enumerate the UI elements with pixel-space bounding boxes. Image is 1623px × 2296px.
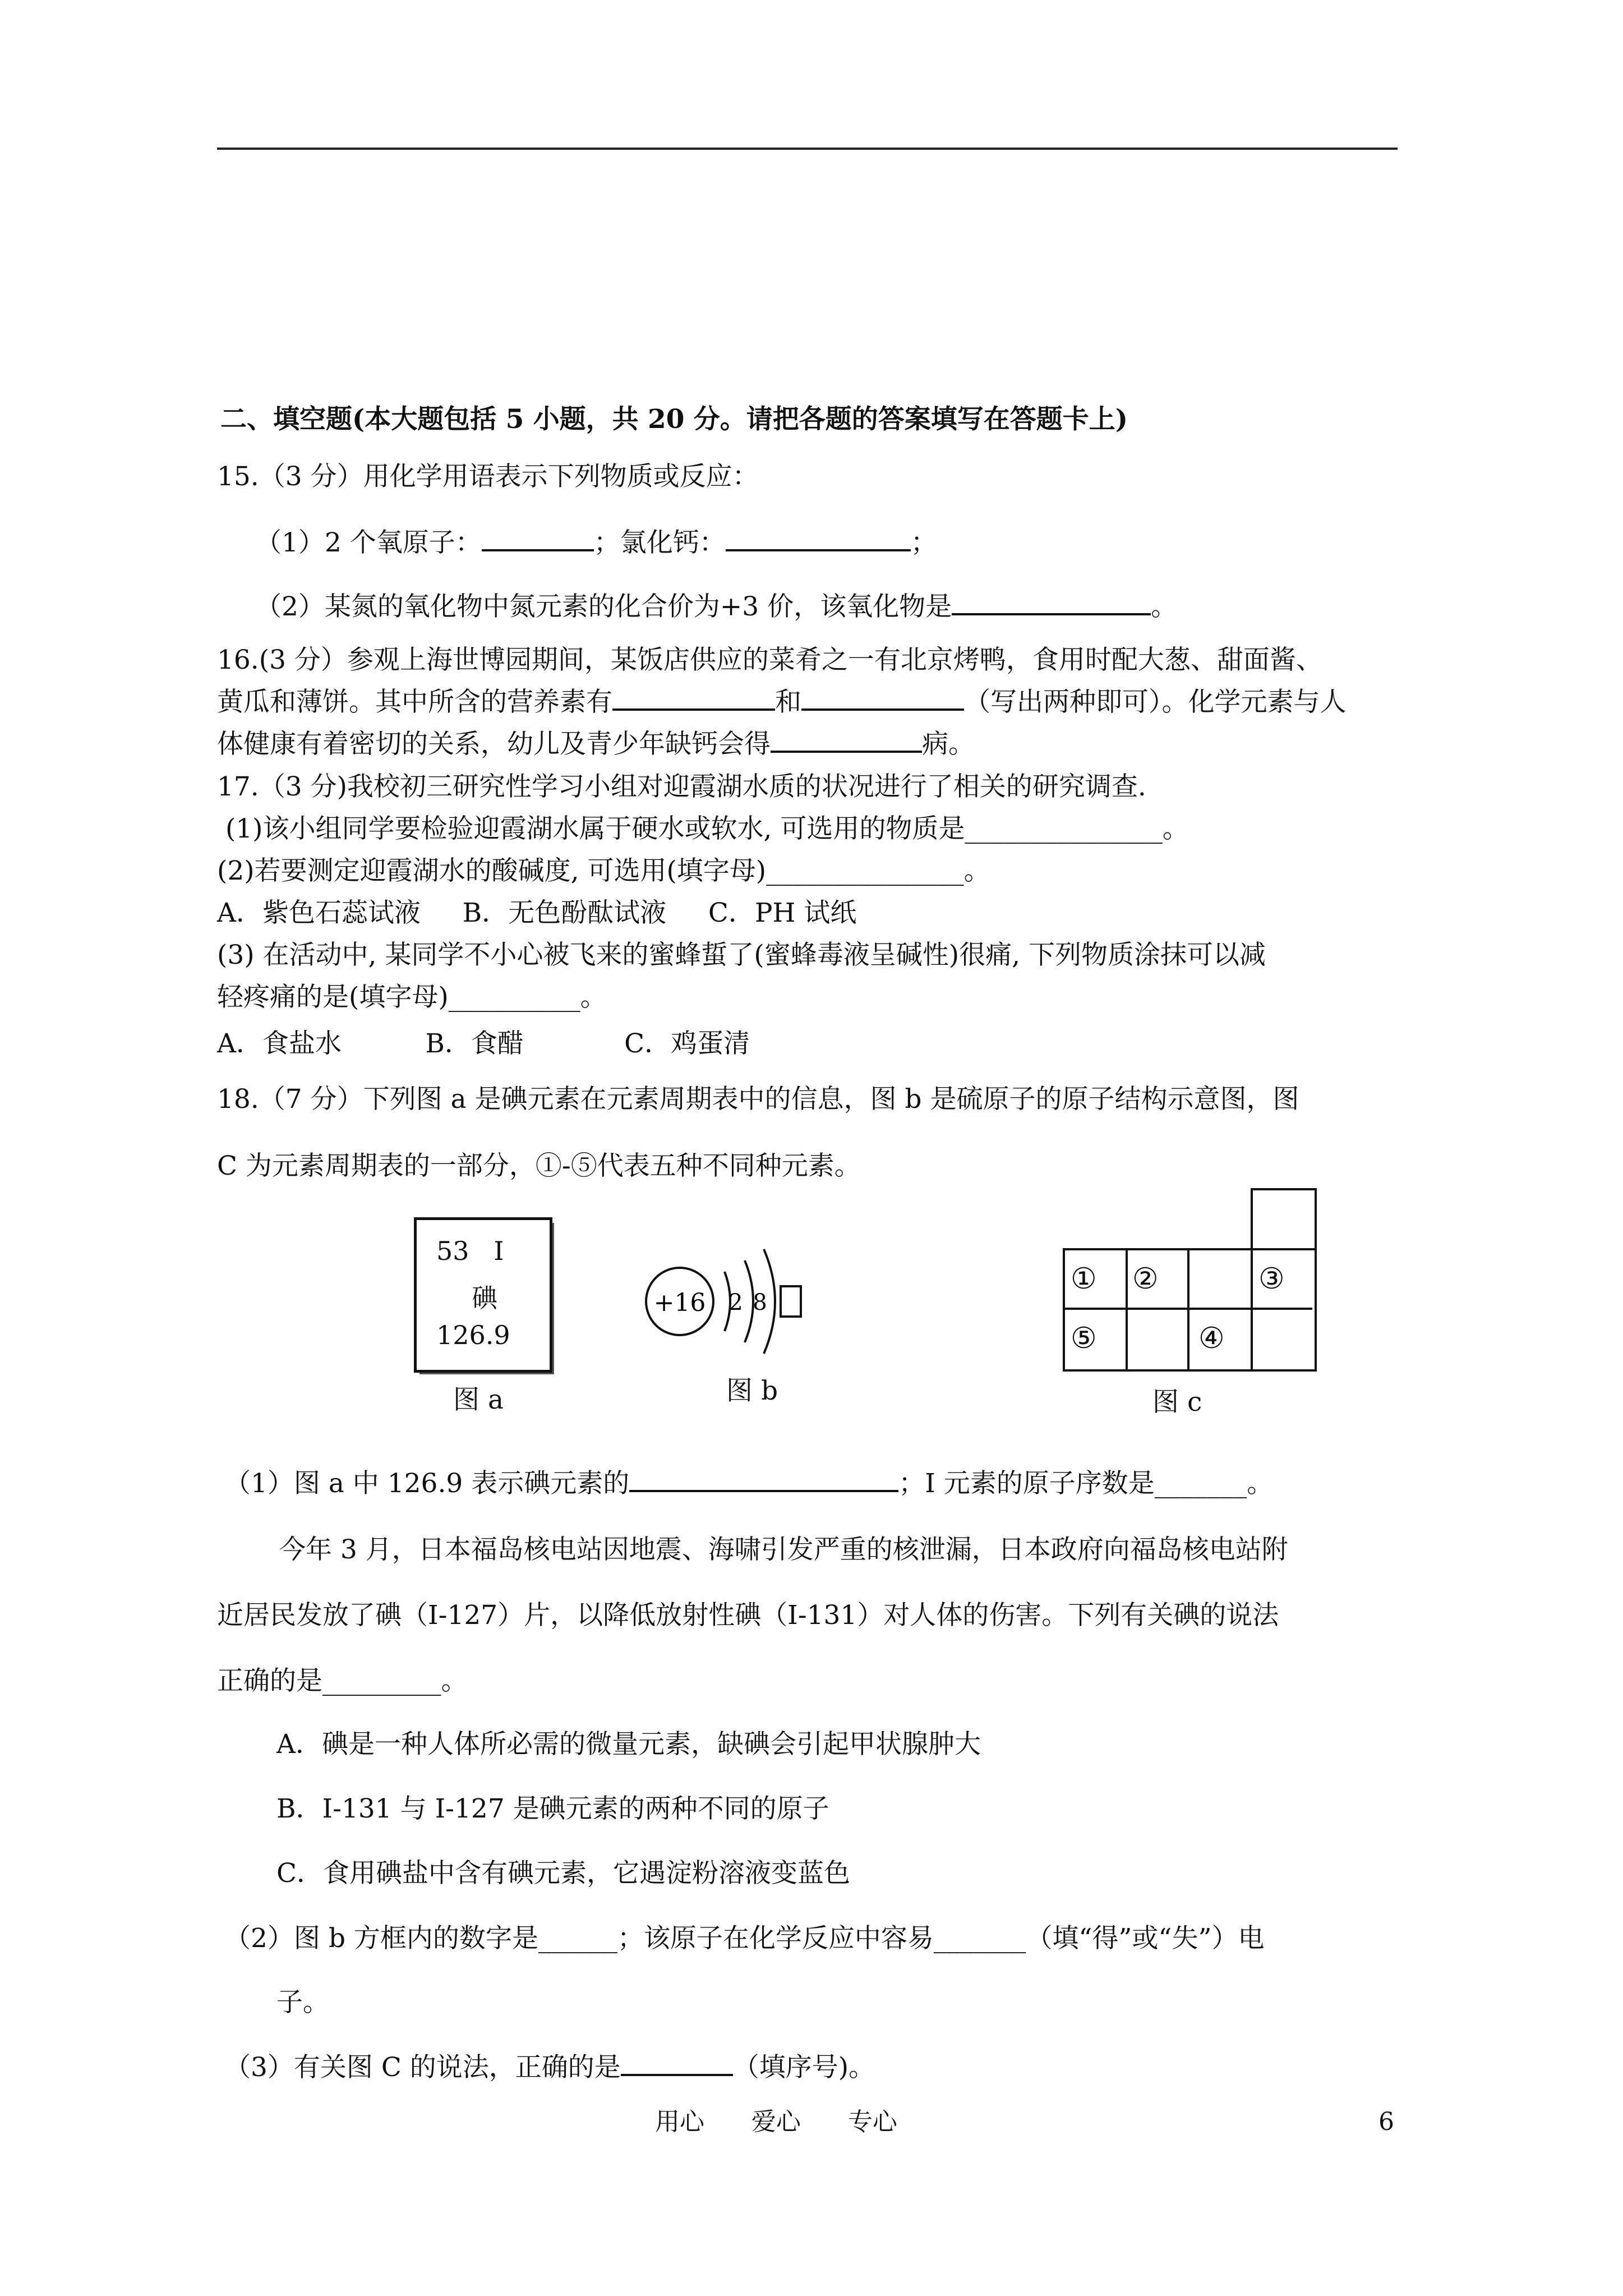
answer-blank[interactable] — [726, 527, 911, 551]
atomic-number: 53 — [436, 1236, 469, 1266]
q18-paragraph-line3: 正确的是_________。 — [217, 1665, 468, 1696]
element-name: 碘 — [472, 1283, 497, 1313]
outer-shell-box — [781, 1286, 801, 1317]
q18-part2: （2）图 b 方框内的数字是______；该原子在化学反应中容易_______（填“得”或“失”）电 — [224, 1923, 1265, 1954]
q17-part3-line1: (3) 在活动中, 某同学不小心被飞来的蜜蜂蜇了(蜜蜂毒液呈碱性)很痛, 下列物质涂抹可以减 — [217, 940, 1266, 970]
answer-blank[interactable] — [482, 527, 594, 551]
figure-b-caption: 图 b — [726, 1375, 778, 1406]
q17-options2: A．食盐水 B．食醋 C．鸡蛋清 — [217, 1028, 750, 1059]
cell-4: ④ — [1198, 1322, 1225, 1355]
shell1-electrons: 2 — [728, 1290, 743, 1315]
q15-stem: 15.（3 分）用化学用语表示下列物质或反应： — [217, 461, 759, 492]
figure-b-atom-diagram — [639, 1231, 813, 1372]
q18-option-b: B．I-131 与 I-127 是碘元素的两种不同的原子 — [276, 1793, 829, 1824]
q17-options1: A．紫色石蕊试液 B．无色酚酞试液 C．PH 试纸 — [217, 898, 857, 928]
q15-part1: （1）2 个氧原子： ；氯化钙： ； — [255, 527, 937, 558]
answer-blank[interactable] — [771, 728, 922, 753]
q15-part2: （2）某氮的氧化物中氮元素的化合价为+3 价，该氧化物是 。 — [255, 591, 1178, 622]
nucleus-charge: +16 — [653, 1289, 706, 1317]
q17-stem: 17.（3 分)我校初三研究性学习小组对迎霞湖水质的状况进行了相关的研究调查. — [217, 771, 1146, 802]
shell2-electrons: 8 — [753, 1290, 767, 1315]
electron-shell-2 — [745, 1260, 753, 1342]
q18-part1: （1）图 a 中 126.9 表示碘元素的 ；I 元素的原子序数是_______。 — [224, 1468, 1274, 1499]
answer-blank[interactable] — [801, 686, 964, 711]
cell-3: ③ — [1258, 1262, 1285, 1296]
element-symbol: I — [494, 1236, 504, 1266]
atomic-mass: 126.9 — [436, 1320, 510, 1350]
footer-motto: 用心 爱心 专心 — [655, 2108, 897, 2136]
page-number: 6 — [1378, 2108, 1394, 2136]
header-rule — [217, 148, 1398, 150]
q16-line3: 体健康有着密切的关系，幼儿及青少年缺钙会得 病。 — [217, 729, 975, 760]
figure-c-periodic-grid — [1063, 1188, 1318, 1373]
cell-1: ① — [1071, 1262, 1097, 1296]
q17-part2: (2)若要测定迎霞湖水的酸碱度, 可选用(填字母)_______________。 — [217, 855, 990, 886]
q16-line2: 黄瓜和薄饼。其中所含的营养素有 和 （写出两种即可）。化学元素与人 — [217, 687, 1347, 717]
q18-line1: 18.（7 分）下列图 a 是碘元素在元素周期表中的信息，图 b 是硫原子的原子结构示意图，图 — [217, 1084, 1299, 1115]
answer-blank[interactable] — [621, 2051, 733, 2076]
answer-blank[interactable] — [612, 686, 775, 711]
answer-blank[interactable] — [952, 591, 1151, 615]
answer-blank[interactable] — [629, 1467, 898, 1492]
q18-part3: （3）有关图 C 的说法，正确的是 （填序号)。 — [224, 2052, 875, 2083]
q18-option-c: C．食用碘盐中含有碘元素，它遇淀粉溶液变蓝色 — [276, 1858, 850, 1889]
figure-c-caption: 图 c — [1152, 1387, 1202, 1418]
q16-line1: 16.(3 分）参观上海世博园期间，某饭店供应的菜肴之一有北京烤鸭，食用时配大葱、甜面酱、 — [217, 645, 1322, 675]
cell-5: ⑤ — [1071, 1322, 1097, 1355]
q18-paragraph-line2: 近居民发放了碘（I-127）片，以降低放射性碘（I-131）对人体的伤害。下列有关碘的说法 — [217, 1600, 1279, 1631]
q18-line2: C 为元素周期表的一部分，①-⑤代表五种不同种元素。 — [217, 1151, 861, 1181]
q18-part2-cont: 子。 — [276, 1987, 329, 2018]
cell-2: ② — [1132, 1262, 1159, 1296]
section-title: 二、填空题(本大题包括 5 小题，共 20 分。请把各题的答案填写在答题卡上) — [220, 404, 1128, 435]
q17-part3-line2: 轻疼痛的是(填字母)__________。 — [217, 982, 607, 1013]
q17-part1: (1)该小组同学要检验迎霞湖水属于硬水或软水, 可选用的物质是_______________。 — [217, 813, 1189, 844]
q18-option-a: A．碘是一种人体所必需的微量元素，缺碘会引起甲状腺肿大 — [276, 1729, 981, 1760]
q18-paragraph-line1: 今年 3 月，日本福岛核电站因地震、海啸引发严重的核泄漏，日本政府向福岛核电站附 — [279, 1534, 1288, 1565]
figure-a-iodine-cell — [414, 1217, 557, 1377]
figure-a-caption: 图 a — [453, 1384, 504, 1415]
